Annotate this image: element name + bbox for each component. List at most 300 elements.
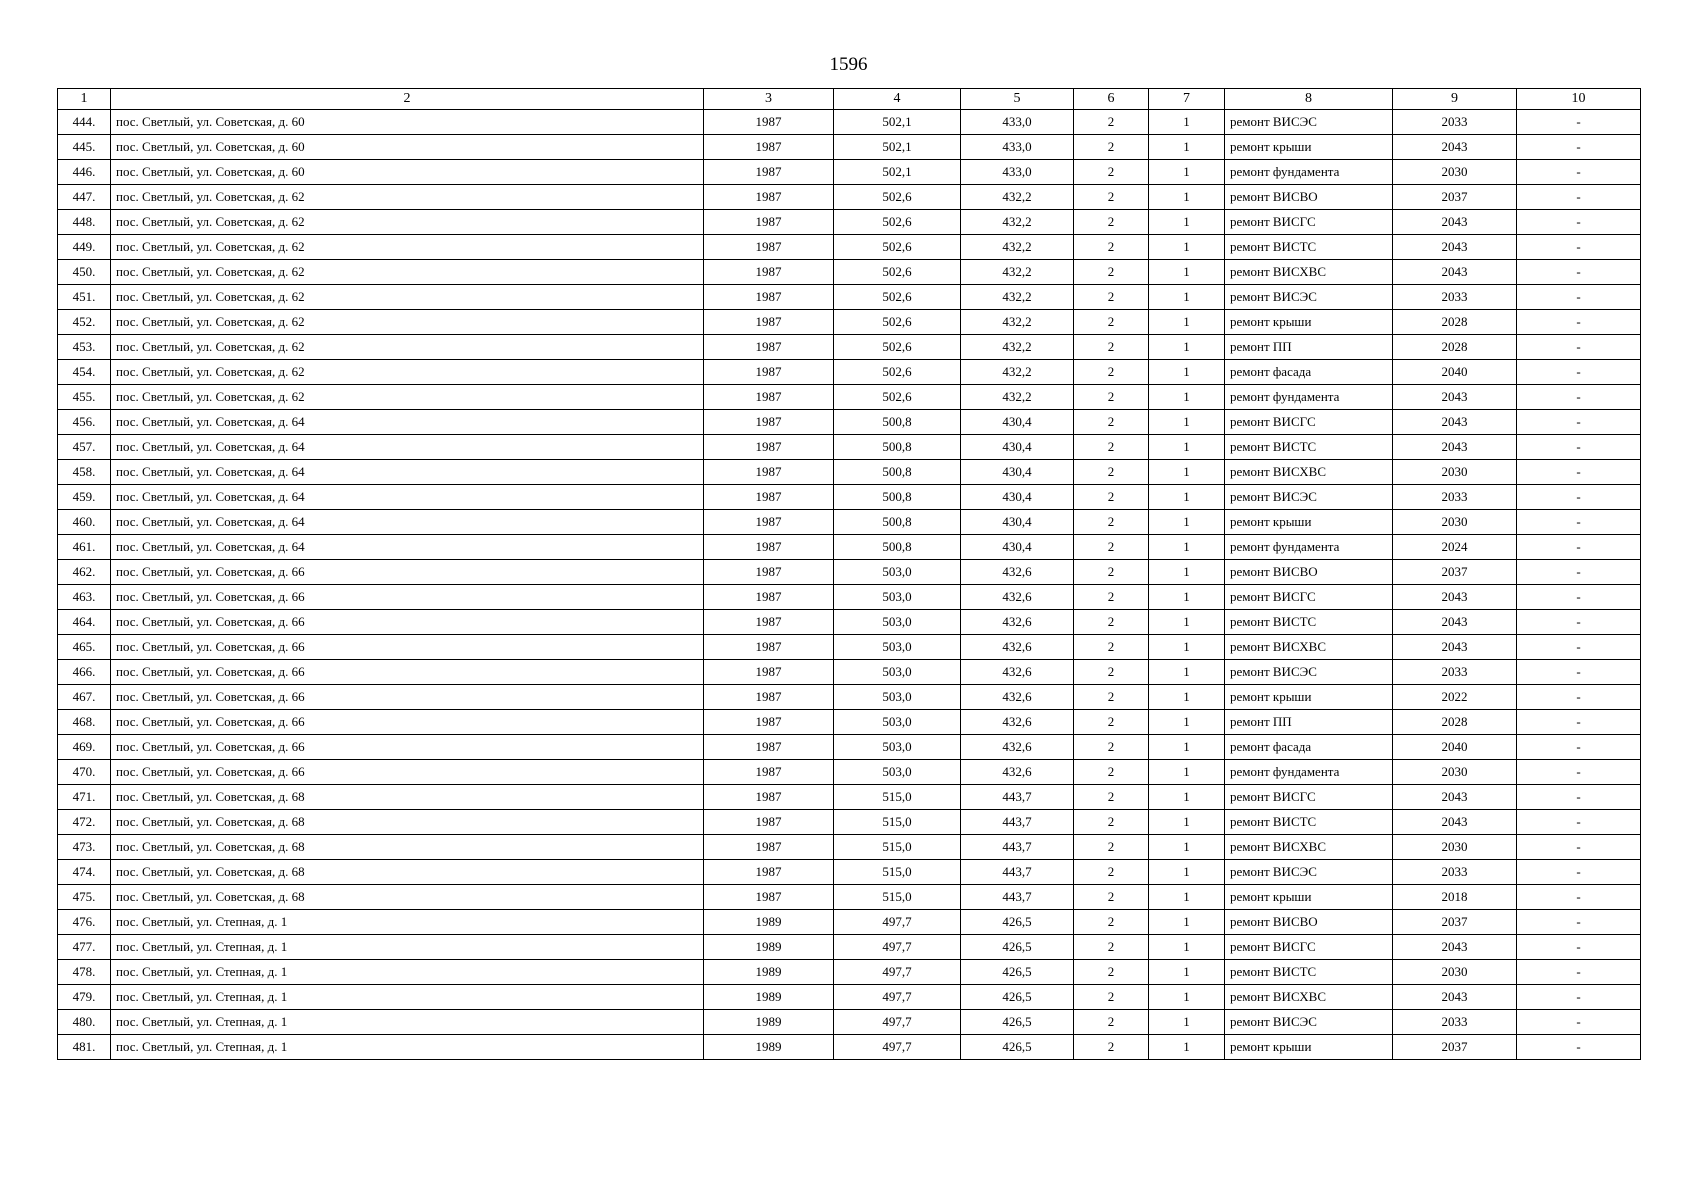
entrances-cell: 1 <box>1149 660 1225 685</box>
total-area-cell: 502,6 <box>834 185 961 210</box>
work-type-cell: ремонт ПП <box>1225 335 1393 360</box>
address-cell: пос. Светлый, ул. Советская, д. 68 <box>111 785 704 810</box>
entrances-cell: 1 <box>1149 985 1225 1010</box>
address-cell: пос. Светлый, ул. Советская, д. 60 <box>111 160 704 185</box>
row-number: 454. <box>58 360 111 385</box>
living-area-cell: 433,0 <box>961 135 1074 160</box>
entrances-cell: 1 <box>1149 835 1225 860</box>
year-cell: 1987 <box>704 810 834 835</box>
living-area-cell: 432,6 <box>961 560 1074 585</box>
note-cell: - <box>1517 960 1641 985</box>
floors-cell: 2 <box>1074 810 1149 835</box>
row-number: 471. <box>58 785 111 810</box>
note-cell: - <box>1517 210 1641 235</box>
total-area-cell: 503,0 <box>834 585 961 610</box>
row-number: 447. <box>58 185 111 210</box>
address-cell: пос. Светлый, ул. Советская, д. 62 <box>111 260 704 285</box>
total-area-cell: 515,0 <box>834 810 961 835</box>
floors-cell: 2 <box>1074 785 1149 810</box>
address-cell: пос. Светлый, ул. Советская, д. 68 <box>111 885 704 910</box>
address-cell: пос. Светлый, ул. Советская, д. 64 <box>111 460 704 485</box>
planned-year-cell: 2040 <box>1393 735 1517 760</box>
address-cell: пос. Светлый, ул. Степная, д. 1 <box>111 910 704 935</box>
living-area-cell: 432,6 <box>961 635 1074 660</box>
planned-year-cell: 2043 <box>1393 610 1517 635</box>
address-cell: пос. Светлый, ул. Советская, д. 66 <box>111 685 704 710</box>
column-header-9: 9 <box>1393 89 1517 110</box>
floors-cell: 2 <box>1074 585 1149 610</box>
row-number: 445. <box>58 135 111 160</box>
row-number: 464. <box>58 610 111 635</box>
floors-cell: 2 <box>1074 210 1149 235</box>
planned-year-cell: 2037 <box>1393 560 1517 585</box>
total-area-cell: 497,7 <box>834 910 961 935</box>
floors-cell: 2 <box>1074 560 1149 585</box>
planned-year-cell: 2028 <box>1393 335 1517 360</box>
planned-year-cell: 2033 <box>1393 110 1517 135</box>
data-table <box>57 88 1641 1060</box>
planned-year-cell: 2043 <box>1393 635 1517 660</box>
address-cell: пос. Светлый, ул. Советская, д. 62 <box>111 185 704 210</box>
floors-cell: 2 <box>1074 510 1149 535</box>
living-area-cell: 426,5 <box>961 1010 1074 1035</box>
row-number: 470. <box>58 760 111 785</box>
table-row <box>58 410 1641 435</box>
year-cell: 1987 <box>704 585 834 610</box>
planned-year-cell: 2030 <box>1393 160 1517 185</box>
table-row <box>58 460 1641 485</box>
total-area-cell: 497,7 <box>834 935 961 960</box>
year-cell: 1987 <box>704 285 834 310</box>
column-header-2: 2 <box>111 89 704 110</box>
table-row <box>58 110 1641 135</box>
column-header-10: 10 <box>1517 89 1641 110</box>
year-cell: 1987 <box>704 685 834 710</box>
column-header-4: 4 <box>834 89 961 110</box>
year-cell: 1987 <box>704 210 834 235</box>
planned-year-cell: 2030 <box>1393 510 1517 535</box>
total-area-cell: 503,0 <box>834 710 961 735</box>
note-cell: - <box>1517 760 1641 785</box>
note-cell: - <box>1517 385 1641 410</box>
row-number: 481. <box>58 1035 111 1060</box>
address-cell: пос. Светлый, ул. Советская, д. 66 <box>111 660 704 685</box>
address-cell: пос. Светлый, ул. Советская, д. 68 <box>111 835 704 860</box>
work-type-cell: ремонт ВИСХВС <box>1225 635 1393 660</box>
row-number: 478. <box>58 960 111 985</box>
table-row <box>58 935 1641 960</box>
living-area-cell: 432,2 <box>961 210 1074 235</box>
row-number: 462. <box>58 560 111 585</box>
year-cell: 1989 <box>704 910 834 935</box>
total-area-cell: 500,8 <box>834 510 961 535</box>
planned-year-cell: 2033 <box>1393 1010 1517 1035</box>
living-area-cell: 430,4 <box>961 460 1074 485</box>
planned-year-cell: 2030 <box>1393 960 1517 985</box>
living-area-cell: 443,7 <box>961 835 1074 860</box>
table-header-row <box>58 89 1641 110</box>
year-cell: 1987 <box>704 835 834 860</box>
entrances-cell: 1 <box>1149 360 1225 385</box>
column-header-7: 7 <box>1149 89 1225 110</box>
living-area-cell: 432,2 <box>961 235 1074 260</box>
note-cell: - <box>1517 785 1641 810</box>
work-type-cell: ремонт ВИСВО <box>1225 560 1393 585</box>
work-type-cell: ремонт ВИСЭС <box>1225 860 1393 885</box>
entrances-cell: 1 <box>1149 235 1225 260</box>
address-cell: пос. Светлый, ул. Степная, д. 1 <box>111 1035 704 1060</box>
total-area-cell: 502,6 <box>834 285 961 310</box>
year-cell: 1987 <box>704 460 834 485</box>
total-area-cell: 502,1 <box>834 160 961 185</box>
planned-year-cell: 2033 <box>1393 660 1517 685</box>
year-cell: 1989 <box>704 935 834 960</box>
table-row <box>58 735 1641 760</box>
row-number: 452. <box>58 310 111 335</box>
table-row <box>58 685 1641 710</box>
floors-cell: 2 <box>1074 635 1149 660</box>
year-cell: 1987 <box>704 135 834 160</box>
year-cell: 1987 <box>704 760 834 785</box>
entrances-cell: 1 <box>1149 810 1225 835</box>
address-cell: пос. Светлый, ул. Советская, д. 68 <box>111 860 704 885</box>
living-area-cell: 426,5 <box>961 910 1074 935</box>
table-row <box>58 335 1641 360</box>
floors-cell: 2 <box>1074 860 1149 885</box>
living-area-cell: 432,2 <box>961 260 1074 285</box>
planned-year-cell: 2043 <box>1393 235 1517 260</box>
note-cell: - <box>1517 160 1641 185</box>
table-row <box>58 535 1641 560</box>
address-cell: пос. Светлый, ул. Советская, д. 66 <box>111 560 704 585</box>
total-area-cell: 502,6 <box>834 260 961 285</box>
total-area-cell: 502,6 <box>834 310 961 335</box>
living-area-cell: 443,7 <box>961 810 1074 835</box>
planned-year-cell: 2030 <box>1393 460 1517 485</box>
living-area-cell: 432,6 <box>961 735 1074 760</box>
year-cell: 1987 <box>704 435 834 460</box>
floors-cell: 2 <box>1074 135 1149 160</box>
table-row <box>58 485 1641 510</box>
living-area-cell: 430,4 <box>961 510 1074 535</box>
entrances-cell: 1 <box>1149 210 1225 235</box>
living-area-cell: 430,4 <box>961 485 1074 510</box>
total-area-cell: 503,0 <box>834 610 961 635</box>
year-cell: 1987 <box>704 610 834 635</box>
table-row <box>58 885 1641 910</box>
table-body <box>58 110 1641 1060</box>
year-cell: 1987 <box>704 735 834 760</box>
address-cell: пос. Светлый, ул. Степная, д. 1 <box>111 960 704 985</box>
note-cell: - <box>1517 610 1641 635</box>
living-area-cell: 433,0 <box>961 160 1074 185</box>
row-number: 460. <box>58 510 111 535</box>
living-area-cell: 432,6 <box>961 685 1074 710</box>
note-cell: - <box>1517 410 1641 435</box>
living-area-cell: 432,2 <box>961 385 1074 410</box>
entrances-cell: 1 <box>1149 135 1225 160</box>
floors-cell: 2 <box>1074 160 1149 185</box>
planned-year-cell: 2028 <box>1393 710 1517 735</box>
floors-cell: 2 <box>1074 885 1149 910</box>
table-row <box>58 135 1641 160</box>
work-type-cell: ремонт ВИСТС <box>1225 235 1393 260</box>
planned-year-cell: 2043 <box>1393 985 1517 1010</box>
note-cell: - <box>1517 710 1641 735</box>
entrances-cell: 1 <box>1149 910 1225 935</box>
floors-cell: 2 <box>1074 1035 1149 1060</box>
entrances-cell: 1 <box>1149 185 1225 210</box>
total-area-cell: 502,1 <box>834 135 961 160</box>
total-area-cell: 497,7 <box>834 1035 961 1060</box>
work-type-cell: ремонт ВИСВО <box>1225 910 1393 935</box>
living-area-cell: 426,5 <box>961 935 1074 960</box>
note-cell: - <box>1517 285 1641 310</box>
row-number: 449. <box>58 235 111 260</box>
floors-cell: 2 <box>1074 335 1149 360</box>
living-area-cell: 432,6 <box>961 760 1074 785</box>
year-cell: 1987 <box>704 485 834 510</box>
year-cell: 1987 <box>704 235 834 260</box>
address-cell: пос. Светлый, ул. Советская, д. 64 <box>111 510 704 535</box>
note-cell: - <box>1517 335 1641 360</box>
floors-cell: 2 <box>1074 835 1149 860</box>
floors-cell: 2 <box>1074 435 1149 460</box>
year-cell: 1987 <box>704 360 834 385</box>
entrances-cell: 1 <box>1149 435 1225 460</box>
living-area-cell: 443,7 <box>961 860 1074 885</box>
column-header-6: 6 <box>1074 89 1149 110</box>
total-area-cell: 500,8 <box>834 535 961 560</box>
total-area-cell: 502,1 <box>834 110 961 135</box>
entrances-cell: 1 <box>1149 410 1225 435</box>
year-cell: 1987 <box>704 535 834 560</box>
row-number: 479. <box>58 985 111 1010</box>
total-area-cell: 500,8 <box>834 460 961 485</box>
address-cell: пос. Светлый, ул. Советская, д. 66 <box>111 735 704 760</box>
year-cell: 1987 <box>704 710 834 735</box>
entrances-cell: 1 <box>1149 260 1225 285</box>
floors-cell: 2 <box>1074 235 1149 260</box>
floors-cell: 2 <box>1074 535 1149 560</box>
table-row <box>58 210 1641 235</box>
planned-year-cell: 2043 <box>1393 585 1517 610</box>
table-row <box>58 160 1641 185</box>
work-type-cell: ремонт ВИСЭС <box>1225 110 1393 135</box>
floors-cell: 2 <box>1074 485 1149 510</box>
address-cell: пос. Светлый, ул. Советская, д. 66 <box>111 710 704 735</box>
work-type-cell: ремонт ВИСЭС <box>1225 1010 1393 1035</box>
address-cell: пос. Светлый, ул. Советская, д. 68 <box>111 810 704 835</box>
floors-cell: 2 <box>1074 935 1149 960</box>
table-row <box>58 510 1641 535</box>
work-type-cell: ремонт ПП <box>1225 710 1393 735</box>
planned-year-cell: 2018 <box>1393 885 1517 910</box>
address-cell: пос. Светлый, ул. Советская, д. 62 <box>111 235 704 260</box>
planned-year-cell: 2037 <box>1393 910 1517 935</box>
row-number: 472. <box>58 810 111 835</box>
year-cell: 1987 <box>704 335 834 360</box>
address-cell: пос. Светлый, ул. Советская, д. 62 <box>111 285 704 310</box>
year-cell: 1987 <box>704 260 834 285</box>
total-area-cell: 503,0 <box>834 635 961 660</box>
table-row <box>58 585 1641 610</box>
living-area-cell: 432,6 <box>961 610 1074 635</box>
entrances-cell: 1 <box>1149 785 1225 810</box>
work-type-cell: ремонт ВИСЭС <box>1225 285 1393 310</box>
entrances-cell: 1 <box>1149 385 1225 410</box>
note-cell: - <box>1517 735 1641 760</box>
living-area-cell: 430,4 <box>961 535 1074 560</box>
floors-cell: 2 <box>1074 985 1149 1010</box>
floors-cell: 2 <box>1074 360 1149 385</box>
floors-cell: 2 <box>1074 110 1149 135</box>
note-cell: - <box>1517 435 1641 460</box>
entrances-cell: 1 <box>1149 860 1225 885</box>
living-area-cell: 426,5 <box>961 985 1074 1010</box>
floors-cell: 2 <box>1074 1010 1149 1035</box>
row-number: 476. <box>58 910 111 935</box>
note-cell: - <box>1517 235 1641 260</box>
total-area-cell: 503,0 <box>834 660 961 685</box>
entrances-cell: 1 <box>1149 335 1225 360</box>
total-area-cell: 500,8 <box>834 435 961 460</box>
planned-year-cell: 2043 <box>1393 935 1517 960</box>
year-cell: 1987 <box>704 385 834 410</box>
work-type-cell: ремонт фундамента <box>1225 385 1393 410</box>
entrances-cell: 1 <box>1149 560 1225 585</box>
note-cell: - <box>1517 860 1641 885</box>
table-row <box>58 960 1641 985</box>
work-type-cell: ремонт ВИСЭС <box>1225 485 1393 510</box>
year-cell: 1987 <box>704 510 834 535</box>
column-header-1: 1 <box>58 89 111 110</box>
address-cell: пос. Светлый, ул. Советская, д. 66 <box>111 585 704 610</box>
planned-year-cell: 2037 <box>1393 185 1517 210</box>
living-area-cell: 432,2 <box>961 335 1074 360</box>
planned-year-cell: 2043 <box>1393 785 1517 810</box>
table-row <box>58 635 1641 660</box>
row-number: 457. <box>58 435 111 460</box>
total-area-cell: 515,0 <box>834 885 961 910</box>
living-area-cell: 432,2 <box>961 360 1074 385</box>
note-cell: - <box>1517 910 1641 935</box>
note-cell: - <box>1517 1035 1641 1060</box>
column-header-8: 8 <box>1225 89 1393 110</box>
planned-year-cell: 2037 <box>1393 1035 1517 1060</box>
total-area-cell: 502,6 <box>834 360 961 385</box>
work-type-cell: ремонт ВИСХВС <box>1225 460 1393 485</box>
floors-cell: 2 <box>1074 385 1149 410</box>
living-area-cell: 426,5 <box>961 1035 1074 1060</box>
entrances-cell: 1 <box>1149 935 1225 960</box>
note-cell: - <box>1517 310 1641 335</box>
address-cell: пос. Светлый, ул. Советская, д. 66 <box>111 760 704 785</box>
work-type-cell: ремонт крыши <box>1225 510 1393 535</box>
planned-year-cell: 2043 <box>1393 260 1517 285</box>
living-area-cell: 426,5 <box>961 960 1074 985</box>
planned-year-cell: 2043 <box>1393 135 1517 160</box>
table-row <box>58 760 1641 785</box>
living-area-cell: 432,6 <box>961 585 1074 610</box>
work-type-cell: ремонт крыши <box>1225 885 1393 910</box>
floors-cell: 2 <box>1074 310 1149 335</box>
total-area-cell: 497,7 <box>834 1010 961 1035</box>
table-row <box>58 310 1641 335</box>
year-cell: 1987 <box>704 635 834 660</box>
work-type-cell: ремонт ВИСХВС <box>1225 985 1393 1010</box>
work-type-cell: ремонт ВИСЭС <box>1225 660 1393 685</box>
address-cell: пос. Светлый, ул. Советская, д. 60 <box>111 135 704 160</box>
total-area-cell: 500,8 <box>834 485 961 510</box>
table-row <box>58 835 1641 860</box>
page-number: 1596 <box>829 54 868 75</box>
row-number: 450. <box>58 260 111 285</box>
address-cell: пос. Светлый, ул. Советская, д. 62 <box>111 335 704 360</box>
work-type-cell: ремонт фундамента <box>1225 535 1393 560</box>
row-number: 469. <box>58 735 111 760</box>
year-cell: 1987 <box>704 885 834 910</box>
total-area-cell: 515,0 <box>834 785 961 810</box>
entrances-cell: 1 <box>1149 710 1225 735</box>
year-cell: 1989 <box>704 985 834 1010</box>
note-cell: - <box>1517 1010 1641 1035</box>
note-cell: - <box>1517 185 1641 210</box>
total-area-cell: 515,0 <box>834 860 961 885</box>
address-cell: пос. Светлый, ул. Советская, д. 66 <box>111 635 704 660</box>
row-number: 448. <box>58 210 111 235</box>
row-number: 458. <box>58 460 111 485</box>
floors-cell: 2 <box>1074 910 1149 935</box>
address-cell: пос. Светлый, ул. Степная, д. 1 <box>111 1010 704 1035</box>
table-row <box>58 660 1641 685</box>
planned-year-cell: 2043 <box>1393 385 1517 410</box>
entrances-cell: 1 <box>1149 685 1225 710</box>
living-area-cell: 433,0 <box>961 110 1074 135</box>
work-type-cell: ремонт ВИСГС <box>1225 585 1393 610</box>
year-cell: 1987 <box>704 160 834 185</box>
total-area-cell: 502,6 <box>834 335 961 360</box>
table-row <box>58 285 1641 310</box>
planned-year-cell: 2043 <box>1393 210 1517 235</box>
work-type-cell: ремонт крыши <box>1225 685 1393 710</box>
entrances-cell: 1 <box>1149 485 1225 510</box>
living-area-cell: 432,2 <box>961 285 1074 310</box>
note-cell: - <box>1517 510 1641 535</box>
living-area-cell: 432,6 <box>961 710 1074 735</box>
note-cell: - <box>1517 485 1641 510</box>
floors-cell: 2 <box>1074 760 1149 785</box>
row-number: 463. <box>58 585 111 610</box>
entrances-cell: 1 <box>1149 160 1225 185</box>
planned-year-cell: 2043 <box>1393 410 1517 435</box>
planned-year-cell: 2030 <box>1393 760 1517 785</box>
row-number: 461. <box>58 535 111 560</box>
address-cell: пос. Светлый, ул. Советская, д. 64 <box>111 535 704 560</box>
planned-year-cell: 2022 <box>1393 685 1517 710</box>
work-type-cell: ремонт ВИСГС <box>1225 210 1393 235</box>
row-number: 468. <box>58 710 111 735</box>
floors-cell: 2 <box>1074 260 1149 285</box>
entrances-cell: 1 <box>1149 760 1225 785</box>
year-cell: 1989 <box>704 1035 834 1060</box>
planned-year-cell: 2043 <box>1393 435 1517 460</box>
year-cell: 1987 <box>704 310 834 335</box>
row-number: 475. <box>58 885 111 910</box>
table-row <box>58 860 1641 885</box>
column-header-3: 3 <box>704 89 834 110</box>
note-cell: - <box>1517 660 1641 685</box>
